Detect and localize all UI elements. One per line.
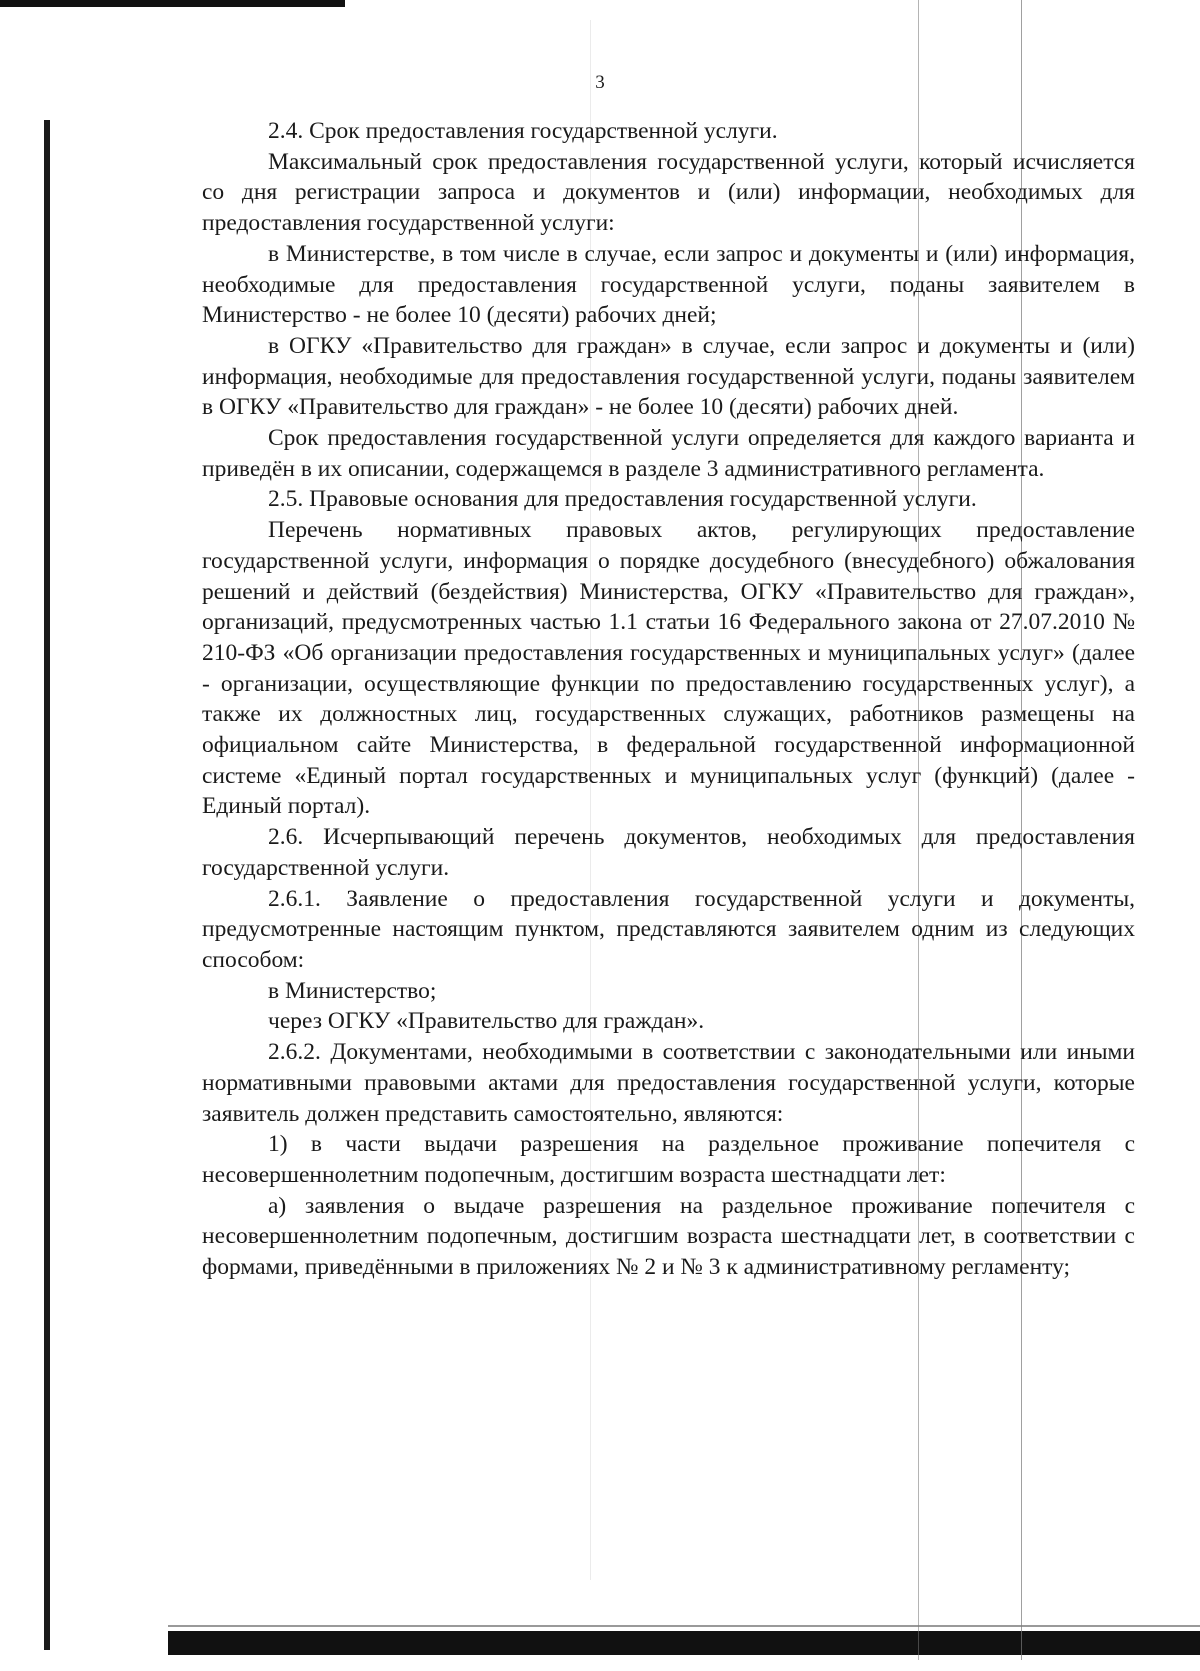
paragraph: 2.6.2. Документами, необходимыми в соответствии с законодательными или иными нормативными правовыми актами для предоставления государственной услуги, которые заявитель должен представить самостоятельно, являются: <box>202 1039 1135 1127</box>
scan-edge-top <box>0 0 345 7</box>
document-body <box>202 116 1135 1283</box>
scan-edge-bottom-shadow <box>168 1625 1200 1627</box>
scan-edge-left <box>44 120 50 1650</box>
paragraph: через ОГКУ «Правительство для граждан». <box>268 1008 705 1035</box>
paragraph: 2.6.1. Заявление о предоставления государственной услуги и документы, предусмотренные настоящим пунктом, представляются заявителем одним из следующих способом: <box>202 885 1135 973</box>
scan-edge-bottom <box>168 1631 1200 1655</box>
paragraph: в Министерстве, в том числе в случае, если запрос и документы и (или) информация, необходимые для предоставления государственной услуги, поданы заявителем в Министерство - не более 10 (десяти) рабочих дней; <box>202 240 1135 329</box>
paragraph: в ОГКУ «Правительство для граждан» в случае, если запрос и документы и (или) информация, необходимые для предоставления государственной услуги, поданы заявителем в ОГКУ «Правительство для граждан» - не более 10 (десяти) рабочих дней. <box>202 332 1135 421</box>
paragraph: 1) в части выдачи разрешения на раздельное проживание попечителя с несовершеннолетним подопечным, достигшим возраста шестнадцати лет: <box>202 1131 1135 1188</box>
paragraph: а) заявления о выдаче разрешения на раздельное проживание попечителя с несовершеннолетним подопечным, достигшим возраста шестнадцати лет, в соответствии с формами, приведёнными в приложениях № 2 и № 3 к административному регламенту; <box>202 1192 1135 1281</box>
paragraph: Максимальный срок предоставления государственной услуги, который исчисляется со дня регистрации запроса и документов и (или) информации, необходимых для предоставления государственной услуги: <box>202 148 1135 237</box>
paragraph: в Министерство; <box>268 977 437 1004</box>
section-heading: 2.5. Правовые основания для предоставления государственной услуги. <box>268 486 977 513</box>
paragraph: Срок предоставления государственной услуги определяется для каждого варианта и приведён в их описании, содержащемся в разделе 3 административного регламента. <box>202 425 1135 482</box>
section-heading: 2.4. Срок предоставления государственной услуги. <box>268 118 778 144</box>
section-heading: 2.6. Исчерпывающий перечень документов, необходимых для предоставления государственной услуги. <box>202 824 1135 881</box>
page-number: 3 <box>595 72 605 93</box>
paragraph: Перечень нормативных правовых актов, регулирующих предоставление государственной услуги, информация о порядке досудебного (внесудебного) обжалования решений и действий (бездействия) Министерства, ОГКУ «Правительство для граждан», организаций, предусмотренных частью 1.1 статьи 16 Федерального закона от 27.07.2010 № 210-ФЗ «Об организации предоставления государственных и муниципальных услуг» (далее - организации, осуществляющие функции по предоставлению государственных услуг), а также их должностных лиц, государственных служащих, работников размещены на официальном сайте Министерства, в федеральной государственной информационной системе «Единый портал государственных и муниципальных услуг (функций) (далее - Единый портал). <box>202 517 1135 820</box>
